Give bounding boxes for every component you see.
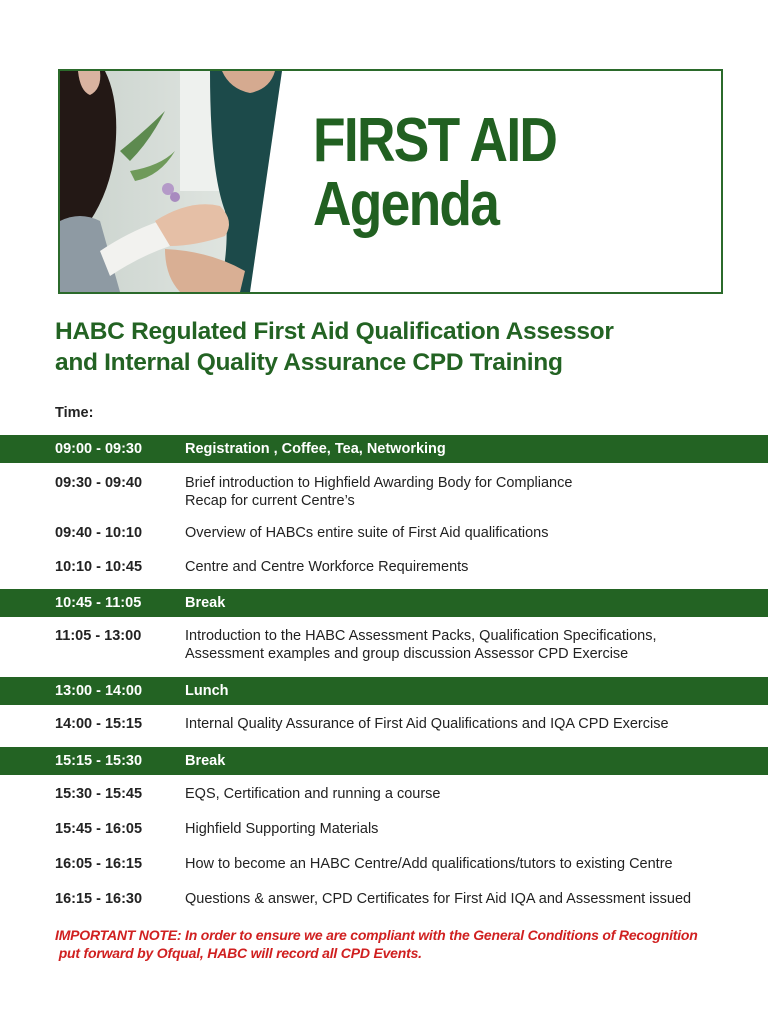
agenda-description: Break — [185, 595, 226, 611]
time-label: Time: — [55, 405, 94, 421]
agenda-time: 10:45 - 11:05 — [55, 595, 142, 611]
agenda-description — [185, 627, 745, 663]
agenda-time: 14:00 - 15:15 — [55, 716, 143, 732]
agenda-description: Internal Quality Assurance of First Aid Qualifications and IQA CPD Exercise — [185, 716, 669, 732]
agenda-description: How to become an HABC Centre/Add qualifications/tutors to existing Centre — [185, 856, 673, 872]
banner-title-line2: Agenda — [313, 170, 499, 239]
agenda-description-line2: Recap for current Centre’s — [185, 493, 355, 509]
agenda-time: 09:00 - 09:30 — [55, 441, 143, 457]
agenda-description — [185, 474, 745, 510]
agenda-row — [0, 677, 768, 705]
heading-line2: and Internal Quality Assurance CPD Training — [55, 349, 563, 376]
agenda-description: Registration , Coffee, Tea, Networking — [185, 441, 446, 457]
page-heading — [55, 316, 614, 378]
agenda-time: 10:10 - 10:45 — [55, 559, 143, 575]
agenda-description-line1: Brief introduction to Highfield Awarding Body for Compliance — [185, 475, 573, 491]
agenda-row — [0, 435, 768, 463]
banner-title-line1: FIRST AID — [313, 106, 557, 175]
agenda-time: 09:40 - 10:10 — [55, 525, 143, 541]
important-note — [55, 926, 698, 962]
agenda-description: Overview of HABCs entire suite of First Aid qualifications — [185, 525, 549, 541]
agenda-time: 16:15 - 16:30 — [55, 891, 143, 907]
heading-line1: HABC Regulated First Aid Qualification Assessor — [55, 318, 614, 345]
agenda-description: Centre and Centre Workforce Requirements — [185, 559, 469, 575]
agenda-time: 11:05 - 13:00 — [55, 628, 142, 644]
agenda-time: 16:05 - 16:15 — [55, 856, 143, 872]
agenda-description: EQS, Certification and running a course — [185, 786, 441, 802]
important-note-line1: IMPORTANT NOTE: In order to ensure we are compliant with the General Conditions of Recognition — [55, 927, 698, 943]
agenda-description: Questions & answer, CPD Certificates for First Aid IQA and Assessment issued — [185, 891, 692, 907]
agenda-time: 13:00 - 14:00 — [55, 683, 143, 699]
important-note-line2: put forward by Ofqual, HABC will record all CPD Events. — [55, 945, 422, 961]
agenda-description: Break — [185, 753, 226, 769]
agenda-description: Highfield Supporting Materials — [185, 821, 379, 837]
agenda-time: 09:30 - 09:40 — [55, 475, 143, 491]
agenda-description: Lunch — [185, 683, 229, 699]
agenda-description-line2: Assessment examples and group discussion Assessor CPD Exercise — [185, 646, 629, 662]
agenda-time: 15:45 - 16:05 — [55, 821, 143, 837]
agenda-time: 15:15 - 15:30 — [55, 753, 143, 769]
agenda-banner — [58, 69, 723, 294]
agenda-time: 15:30 - 15:45 — [55, 786, 143, 802]
agenda-row — [0, 589, 768, 617]
agenda-row — [0, 747, 768, 775]
agenda-description-line1: Introduction to the HABC Assessment Packs, Qualification Specifications, — [185, 628, 657, 644]
banner-title — [313, 106, 557, 239]
